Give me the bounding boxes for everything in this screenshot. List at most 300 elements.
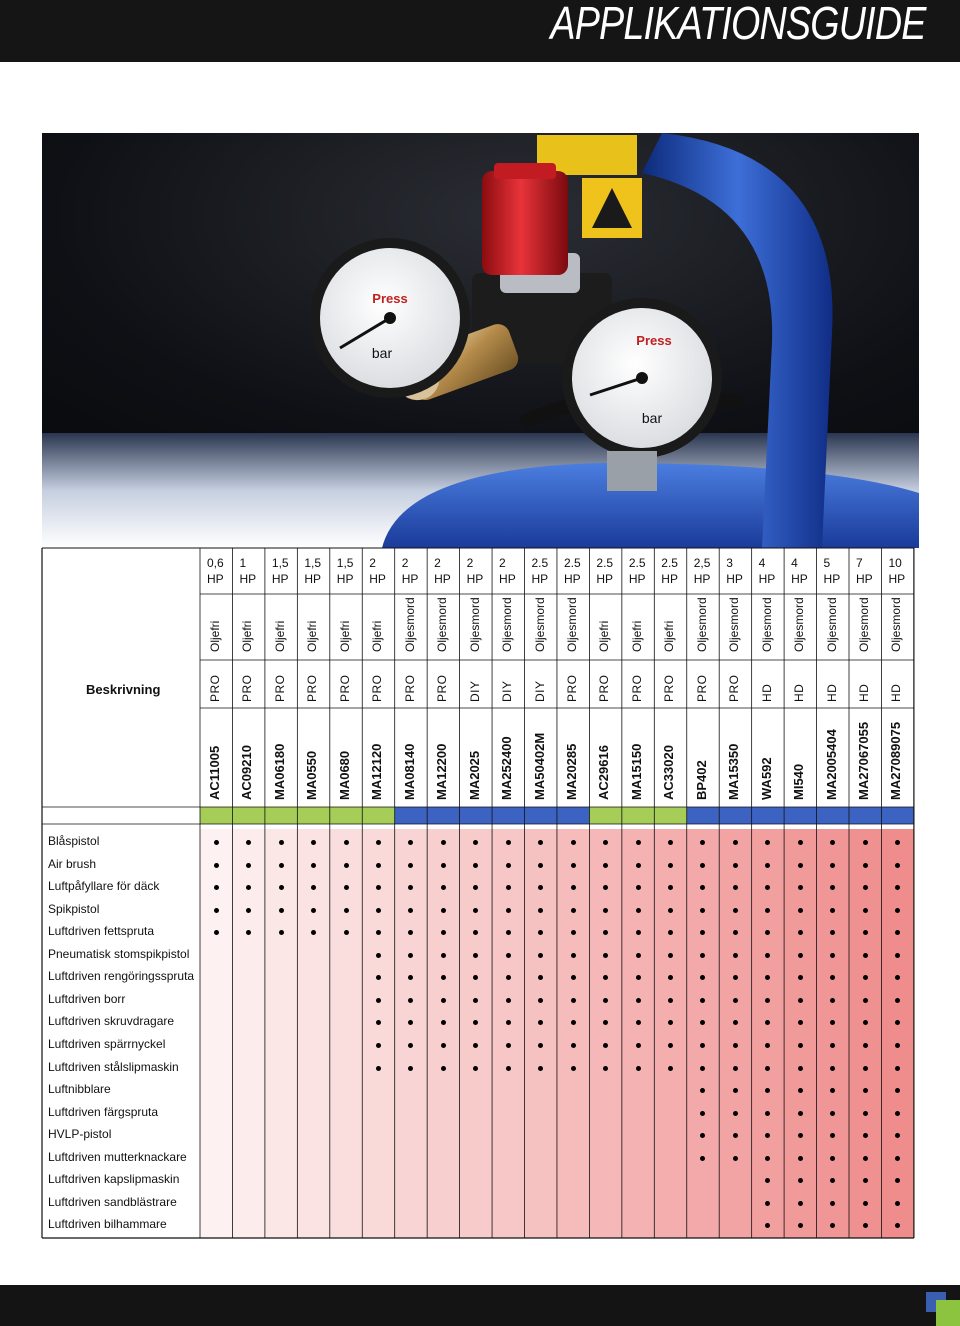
check-dot [668, 953, 673, 958]
check-dot [441, 1066, 446, 1071]
check-dot [895, 1156, 900, 1161]
check-dot [603, 953, 608, 958]
hp-unit: HP [271, 572, 289, 586]
check-dot [376, 1043, 381, 1048]
check-dot [733, 1066, 738, 1071]
hp-value [304, 555, 321, 587]
hp-unit: HP [726, 572, 743, 586]
type-strip [492, 807, 525, 824]
check-dot [668, 908, 673, 913]
hp-number: 1,5 [271, 556, 289, 570]
hp-unit: HP [823, 572, 841, 586]
hp-value [239, 555, 256, 587]
gauge-text-bar: bar [371, 345, 393, 361]
hp-value [272, 555, 289, 587]
check-dot [344, 930, 349, 935]
check-dot [863, 1178, 868, 1183]
column-shade [654, 829, 687, 1238]
column-shade [849, 829, 882, 1238]
hp-number: 2,5 [693, 556, 711, 570]
column-shade [362, 829, 395, 1238]
column-shade [232, 829, 265, 1238]
check-dot [895, 953, 900, 958]
check-dot [668, 1066, 673, 1071]
check-dot [571, 863, 576, 868]
check-dot [214, 885, 219, 890]
check-dot [376, 908, 381, 913]
oil-type: Oljesmord [694, 597, 709, 652]
hp-value [532, 555, 549, 587]
check-dot [376, 953, 381, 958]
check-dot [668, 1043, 673, 1048]
hp-unit: HP [239, 572, 257, 586]
check-dot [636, 863, 641, 868]
hp-number: 2 [466, 556, 474, 570]
row-label: Spikpistol [48, 901, 100, 916]
grade-label: DIY [500, 680, 515, 702]
hp-value [629, 555, 646, 587]
check-dot [798, 885, 803, 890]
row-label: Luftdriven skruvdragare [48, 1014, 175, 1029]
grade-label: HD [889, 683, 904, 702]
check-dot [863, 953, 868, 958]
check-dot [279, 930, 284, 935]
gauge-text-bar-2: bar [641, 410, 663, 426]
check-dot [733, 1088, 738, 1093]
check-dot [895, 1111, 900, 1116]
column-shade [265, 829, 298, 1238]
grade-label: DIY [532, 680, 547, 702]
check-dot [279, 840, 284, 845]
check-dot [895, 1201, 900, 1206]
grade-label: HD [792, 683, 807, 702]
column-shade [817, 829, 850, 1238]
check-dot [798, 1088, 803, 1093]
check-dot [279, 885, 284, 890]
hp-value [694, 555, 711, 587]
hp-number: 2.5 [563, 556, 581, 570]
check-dot [733, 1111, 738, 1116]
hp-number: 2 [369, 556, 376, 570]
check-dot [863, 930, 868, 935]
hp-number: 1,5 [336, 556, 354, 570]
hp-number: 1 [239, 556, 247, 570]
oil-type: Oljefri [208, 620, 222, 652]
check-dot [863, 1043, 868, 1048]
check-dot [830, 1156, 835, 1161]
check-dot [506, 863, 511, 868]
type-strip [427, 807, 460, 824]
oil-type: Oljesmord [500, 597, 515, 652]
check-dot [214, 908, 219, 913]
column-shade [557, 829, 590, 1238]
model-number: MA20285 [563, 743, 579, 800]
check-dot [636, 885, 641, 890]
check-dot [798, 1111, 803, 1116]
check-dot [506, 953, 511, 958]
grade-label: HD [824, 683, 839, 702]
hp-number: 2.5 [661, 556, 678, 570]
hp-number: 2.5 [596, 556, 614, 570]
grade-label: PRO [435, 674, 450, 702]
grade-label: PRO [272, 674, 287, 702]
column-shade [330, 829, 363, 1238]
model-number: MA0680 [336, 750, 352, 800]
check-dot [571, 975, 576, 980]
check-dot [895, 998, 900, 1003]
hp-value [759, 555, 776, 587]
oil-type: Oljesmord [402, 597, 417, 652]
check-dot [895, 1066, 900, 1071]
check-dot [214, 840, 219, 845]
model-number: WA592 [758, 757, 774, 800]
hp-value [402, 555, 419, 587]
check-dot [863, 908, 868, 913]
model-number: MA2025 [466, 750, 482, 800]
model-number: AC29616 [596, 745, 612, 800]
type-strip [460, 807, 493, 824]
column-shade [200, 829, 233, 1238]
row-label: Air brush [48, 856, 97, 871]
check-dot [603, 998, 608, 1003]
hp-value [369, 555, 386, 587]
row-label: Luftpåfyllare för däck [48, 879, 160, 894]
hp-number: 2 [499, 556, 506, 570]
hp-unit: HP [531, 572, 549, 586]
check-dot [538, 1066, 543, 1071]
row-label: Pneumatisk stomspikpistol [48, 946, 190, 961]
hp-value [467, 555, 484, 587]
type-strip [622, 807, 655, 824]
type-strip [784, 807, 817, 824]
check-dot [571, 930, 576, 935]
hp-value [824, 555, 841, 587]
check-dot [863, 998, 868, 1003]
check-dot [733, 840, 738, 845]
grade-label: PRO [370, 674, 385, 702]
column-shade [395, 829, 428, 1238]
hp-number: 1,5 [304, 556, 322, 570]
hp-unit: HP [499, 572, 516, 586]
check-dot [830, 908, 835, 913]
check-dot [571, 998, 576, 1003]
check-dot [571, 908, 576, 913]
check-dot [636, 1066, 641, 1071]
check-dot [863, 1133, 868, 1138]
type-strip [719, 807, 752, 824]
check-dot [344, 840, 349, 845]
row-label: Luftdriven rengöringsspruta [48, 969, 195, 984]
check-dot [863, 885, 868, 890]
check-dot [441, 998, 446, 1003]
grade-label: PRO [305, 674, 320, 702]
hp-value [499, 555, 516, 587]
check-dot [344, 863, 349, 868]
column-shade [525, 829, 558, 1238]
check-dot [798, 930, 803, 935]
oil-type: Oljefri [370, 620, 385, 652]
check-dot [246, 908, 251, 913]
check-dot [636, 930, 641, 935]
gauge-text-press: Press [372, 291, 408, 306]
model-number: AC09210 [239, 745, 255, 800]
hp-unit: HP [888, 572, 906, 586]
check-dot [798, 863, 803, 868]
check-dot [506, 1043, 511, 1048]
check-dot [798, 1043, 803, 1048]
grade-label: PRO [662, 674, 677, 702]
check-dot [636, 953, 641, 958]
check-dot [441, 840, 446, 845]
check-dot [668, 840, 673, 845]
check-dot [798, 840, 803, 845]
model-number: MA12120 [369, 743, 385, 800]
check-dot [506, 1066, 511, 1071]
check-dot [538, 953, 543, 958]
hp-unit: HP [628, 572, 646, 586]
hp-value [856, 555, 873, 587]
oil-type: Oljesmord [792, 597, 807, 652]
check-dot [571, 885, 576, 890]
check-dot [344, 908, 349, 913]
model-number: MA252400 [499, 736, 515, 800]
oil-type: Oljesmord [564, 597, 579, 652]
check-dot [344, 885, 349, 890]
oil-type: Oljefri [629, 620, 644, 652]
green-square-logo [936, 1300, 960, 1326]
row-label: Luftdriven färgspruta [48, 1104, 159, 1119]
bottom-bar [0, 1285, 960, 1326]
check-dot [765, 863, 770, 868]
model-number: MA12200 [434, 743, 450, 800]
type-strip [232, 807, 265, 824]
check-dot [798, 998, 803, 1003]
hp-unit: HP [207, 572, 224, 586]
type-strip [362, 807, 395, 824]
hp-unit: HP [856, 572, 873, 586]
type-strip [297, 807, 330, 824]
hp-unit: HP [434, 572, 451, 586]
check-dot [733, 1043, 738, 1048]
type-strip [395, 807, 428, 824]
column-shade [752, 829, 785, 1238]
hp-unit: HP [401, 572, 419, 586]
oil-type: Oljefri [272, 620, 287, 652]
hp-unit: HP [369, 572, 386, 586]
check-dot [863, 840, 868, 845]
grade-label: PRO [208, 674, 222, 702]
check-dot [733, 953, 738, 958]
check-dot [506, 840, 511, 845]
type-strip [687, 807, 720, 824]
check-dot [798, 1156, 803, 1161]
grade-label: HD [857, 683, 871, 702]
row-label: Luftdriven fettspruta [48, 924, 155, 939]
hp-unit: HP [336, 572, 354, 586]
check-dot [279, 908, 284, 913]
oil-type: Oljesmord [532, 597, 547, 652]
type-strip [752, 807, 785, 824]
check-dot [473, 908, 478, 913]
model-number: MA27067055 [856, 721, 871, 800]
hp-value [726, 555, 743, 587]
row-label: Luftdriven sandblästrare [48, 1194, 177, 1209]
beskrivning-label: Beskrivning [86, 682, 161, 697]
check-dot [863, 1111, 868, 1116]
column-shade [719, 829, 752, 1238]
check-dot [506, 998, 511, 1003]
check-dot [376, 840, 381, 845]
check-dot [279, 863, 284, 868]
hp-number: 2.5 [628, 556, 646, 570]
type-strip [849, 807, 882, 824]
column-shade [460, 829, 493, 1238]
grade-label: PRO [727, 674, 742, 702]
check-dot [603, 863, 608, 868]
check-dot [506, 908, 511, 913]
check-dot [636, 975, 641, 980]
hp-value [596, 555, 613, 587]
type-strip [817, 807, 850, 824]
check-dot [311, 908, 316, 913]
row-label: Luftdriven kapslipmaskin [48, 1172, 180, 1187]
column-shade [881, 829, 914, 1238]
model-number: MA50402M [531, 732, 547, 800]
oil-type: Oljesmord [727, 597, 742, 652]
page-title: APPLIKATIONSGUIDE [550, 0, 926, 49]
hp-value [207, 555, 224, 587]
gauge-text-press-2: Press [636, 333, 672, 348]
hp-value [434, 555, 451, 587]
row-label: Luftdriven borr [48, 991, 126, 1006]
oil-type: Oljefri [662, 620, 677, 652]
check-dot [863, 863, 868, 868]
grade-label: PRO [694, 674, 709, 702]
check-dot [863, 1201, 868, 1206]
column-shade [427, 829, 460, 1238]
oil-type: Oljesmord [889, 597, 904, 652]
oil-type: Oljefri [240, 620, 255, 652]
column-shade [297, 829, 330, 1238]
top-bar [0, 0, 960, 62]
check-dot [376, 998, 381, 1003]
column-shade [589, 829, 622, 1238]
check-dot [506, 930, 511, 935]
compressor-photo [42, 133, 919, 548]
model-number: AC11005 [207, 745, 222, 800]
check-dot [441, 1043, 446, 1048]
hp-number: 4 [758, 556, 766, 570]
grade-label: HD [759, 683, 774, 702]
grade-label: PRO [240, 674, 255, 702]
check-dot [214, 930, 219, 935]
oil-type: Oljefri [597, 620, 612, 652]
column-shade [622, 829, 655, 1238]
check-dot [376, 1066, 381, 1071]
hp-unit: HP [304, 572, 322, 586]
model-number: MA27089075 [888, 721, 904, 800]
check-dot [636, 840, 641, 845]
type-strip [654, 807, 687, 824]
check-dot [538, 908, 543, 913]
check-dot [571, 840, 576, 845]
grade-label: PRO [337, 674, 352, 702]
hp-number: 2 [434, 556, 441, 570]
check-dot [441, 908, 446, 913]
check-dot [603, 1066, 608, 1071]
check-dot [830, 1066, 835, 1071]
oil-type: Oljesmord [824, 597, 839, 652]
hp-number: 2 [401, 556, 409, 570]
check-dot [214, 863, 219, 868]
check-dot [441, 885, 446, 890]
check-dot [376, 863, 381, 868]
oil-type: Oljefri [305, 620, 320, 652]
check-dot [830, 863, 835, 868]
check-dot [733, 863, 738, 868]
check-dot [895, 908, 900, 913]
check-dot [863, 1156, 868, 1161]
check-dot [636, 1043, 641, 1048]
check-dot [798, 908, 803, 913]
model-number: MA15150 [628, 743, 644, 800]
check-dot [733, 998, 738, 1003]
oil-type: Oljesmord [435, 597, 450, 652]
hp-unit: HP [563, 572, 581, 586]
hp-value [337, 555, 354, 587]
hp-number: 2.5 [531, 556, 549, 570]
check-dot [311, 863, 316, 868]
hp-value [564, 555, 581, 587]
hp-unit: HP [791, 572, 808, 586]
check-dot [506, 885, 511, 890]
check-dot [895, 863, 900, 868]
model-number: MA06180 [271, 743, 287, 800]
hp-unit: HP [693, 572, 711, 586]
grade-label: PRO [629, 674, 644, 702]
type-strip [557, 807, 590, 824]
check-dot [441, 863, 446, 868]
oil-type: Oljefri [337, 620, 352, 652]
hp-value [888, 555, 905, 587]
column-shade [687, 829, 720, 1238]
hp-number: 3 [726, 556, 733, 570]
model-number: MI540 [791, 763, 807, 800]
type-strip [525, 807, 558, 824]
hp-number: 7 [856, 556, 863, 570]
check-dot [441, 953, 446, 958]
check-dot [830, 1111, 835, 1116]
type-strip [589, 807, 622, 824]
hp-number: 5 [823, 556, 831, 570]
check-dot [571, 1043, 576, 1048]
hp-number: 4 [791, 556, 798, 570]
check-dot [863, 1066, 868, 1071]
model-number: MA0550 [304, 750, 320, 800]
model-number: AC33020 [661, 745, 677, 800]
grade-label: PRO [597, 674, 612, 702]
row-label: Luftnibblare [48, 1082, 111, 1097]
type-strip [330, 807, 363, 824]
check-dot [571, 953, 576, 958]
row-label: Luftdriven stålslipmaskin [48, 1059, 179, 1074]
check-dot [668, 998, 673, 1003]
grade-label: DIY [467, 680, 482, 702]
check-dot [798, 1201, 803, 1206]
grade-label: PRO [402, 674, 417, 702]
oil-type: Oljesmord [857, 597, 871, 652]
check-dot [473, 863, 478, 868]
